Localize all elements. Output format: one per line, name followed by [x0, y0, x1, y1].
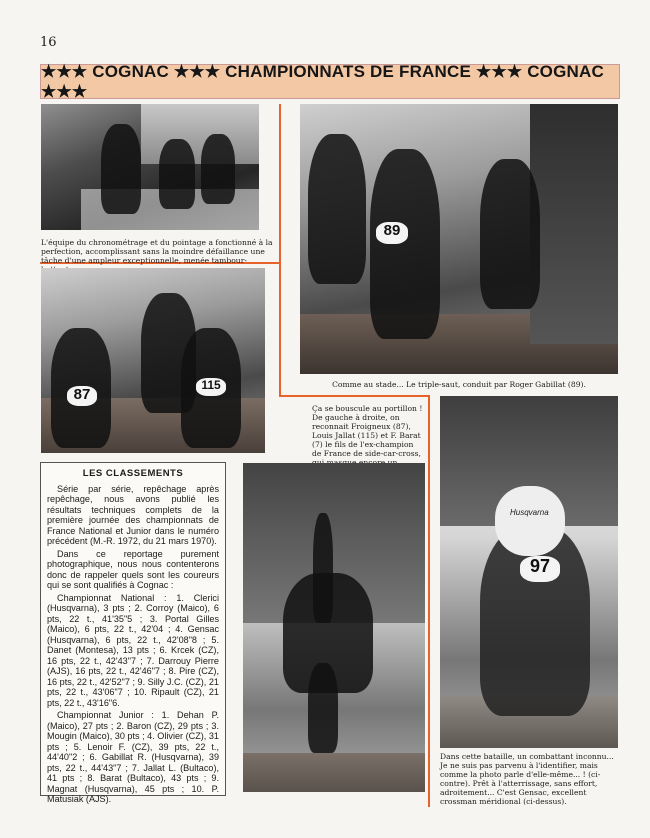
caption-triple-jump: Comme au stade... Le triple-saut, conduit par Roger Gabillat (89).: [332, 380, 586, 389]
photo-triple-jump: [300, 104, 618, 374]
number-plate: 115: [196, 378, 226, 396]
number-plate: 87: [67, 386, 97, 406]
number-plate: 89: [376, 222, 408, 244]
banner-title: ★★★ COGNAC ★★★ CHAMPIONNATS DE FRANCE ★★★ COGNAC ★★★: [41, 61, 604, 101]
column-rule: [428, 395, 430, 807]
column-rule: [279, 104, 281, 396]
photo-start-bunch: [41, 268, 265, 453]
caption-battle: Dans cette bataille, un combattant inconnu... Je ne suis pas parvenu à l'identifier, mais comme la photo parle d'elle-même... ! (ci-contre). Prêt à l'atterrissage, sans effort, adroitement... C'est Gensac, excellent crossman méridional (ci-dessus).: [440, 752, 614, 806]
photo-timekeeping-team: [41, 104, 259, 230]
classements-intro: Série par série, repêchage après repêchage, nous avons publié les résultats techniques complets de la première journée des championnats de France National et Junior dans le numéro précédent (M.-R. 1972, du 21 mars 1970).: [47, 483, 219, 546]
photo-wheelie-rider: [243, 463, 425, 792]
caption-timekeeping: L'équipe du chronométrage et du pointage a fonctionné à la perfection, accomplissant sans la moindre défaillance une tâche d'une ampleur exceptionnelle, menée tambour-: [41, 238, 273, 265]
number-plate: 97: [520, 556, 560, 582]
classements-intro: Dans ce reportage purement photographique, nous nous contenterons donc de rappeler quels sont les coureurs qui se sont qualifiés à Cognac :: [47, 548, 219, 590]
page-number: 16: [40, 35, 57, 50]
classements-junior: Championnat Junior : 1. Dehan P. (Maico), 27 pts ; 2. Baron (CZ), 29 pts ; 3. Mougin (Maico), 30 pts ; 4. Olivier (CZ), 31 pts ; 5. Lenoir F. (CZ), 39 pts, 22 t., 44'40"2 ; 6. Gabillat R. (Husqvarna), 39 pts, 22 t., 44'43"7 ; 7. Jallat L. (Bultaco), 41 pts ; 8. Barat (Bultaco), 43 pts ; 9. Magnat (Husqvarna), 45 pts ; 10. P. Matusiak (AJS).: [47, 710, 219, 804]
section-banner: [40, 61, 620, 101]
photo-rider-97: [440, 396, 618, 748]
classements-national: Championnat National : 1. Clerici (Husqvarna), 3 pts ; 2. Corroy (Maico), 6 pts, 22 t., 41'35"5 ; 3. Portal Gilles (Maico), 6 pts, 22 t., 42'04 ; 4. Gensac (Husqvarna), 6 pts, 22 t., 42'08"8 ; 5. Danet (Montesa), 13 pts ; 6. Krcek (CZ), 16 pts, 22 t., 42'43"7 ; 7. Darrouy Pierre (AJS), 16 pts, 22 t., 42'46"7 ; 8. Pire (CZ), 16 pts, 22 t., 42'52"7 ; 9. Silly J.C. (CZ), 21 pts, 22 t., 43'06"7 ; 10. Ripault (CZ), 21 pts, 22 t., 43'16"6.: [47, 592, 219, 708]
classements-box: [40, 462, 226, 804]
caption-start-bunch: Ça se bouscule au portillon ! De gauche à droite, on reconnait Froigneux (87), Louis Jallat (115) et F. Barat (7) le fils de l'ex-champion de France de side-car-cross,: [312, 404, 423, 458]
classements-heading: LES CLASSEMENTS: [82, 468, 184, 479]
horizontal-rule: [279, 395, 429, 397]
jersey-text: Husqvarna: [510, 508, 549, 517]
